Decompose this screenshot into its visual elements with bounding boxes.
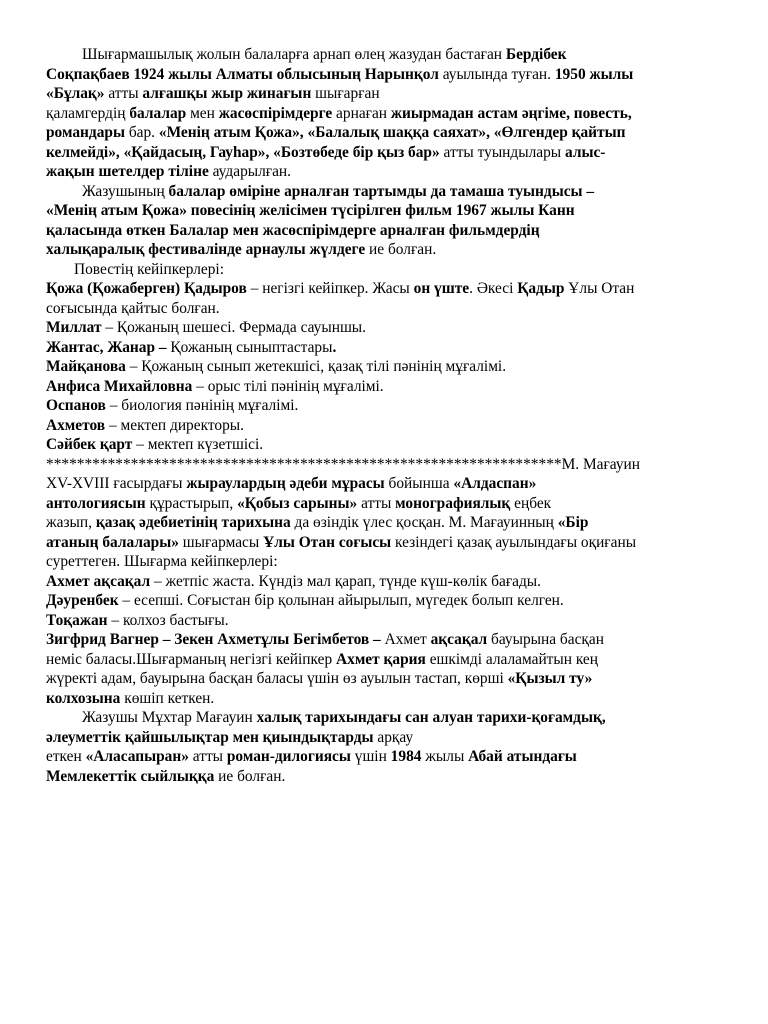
bold-text-run: келмейді», «Қайдасың, Гауһар», «Бозтөбеде бір қыз бар» [46,143,440,161]
paragraph-line [46,84,746,104]
bold-text-run: Зигфрид Вагнер – Зекен Ахметұлы Бегімбетов – [46,631,381,648]
bold-text-run: Миллат [46,319,102,336]
bold-text-run: ақсақал [430,631,488,648]
paragraph-line [46,474,746,494]
section-heading [46,260,746,280]
text-run: *******************************************************************М. Мағауин [46,455,641,473]
character-entry [46,689,746,709]
bold-text-run: он үште [413,280,470,297]
text-run: ие болған. [365,241,437,258]
text-run: – биология пәнінің мұғалімі. [105,397,299,414]
character-entry [46,338,746,358]
character-entry [46,669,746,689]
character-entry [46,611,746,631]
text-run: – жетпіс жаста. Күндіз мал қарап, түнде күш-көлік бағады. [150,572,541,590]
text-run: кезіндегі қазақ ауылындағы оқиғаны [391,533,637,551]
bold-text-run: «Бұлақ» [46,85,105,102]
paragraph-line [46,143,746,163]
text-run: еңбек [510,494,552,512]
bold-text-run: халық тарихындағы сан алуан тарихи-қоғамдық, [256,709,606,726]
bold-text-run: Қадыр [517,280,565,297]
character-entry [46,650,746,670]
bold-text-run: Майқанова [46,358,126,375]
text-run: жазып, [46,514,96,531]
bold-text-run: жасөспірімдерге [218,104,333,122]
bold-text-run: . [332,338,337,356]
text-run: Шығармашылық жолын балаларға арнап өлең жазудан бастаған [82,46,506,63]
document-body [46,45,746,786]
text-run: соғысында қайтыс болған. [46,299,220,317]
bold-text-run: әлеуметтік қайшылықтар мен қиындықтарды [46,728,374,746]
bold-text-run: халықаралық фестивалінде арнаулы жүлдеге [46,241,366,258]
text-run: арқау [373,728,414,746]
paragraph-line [46,708,746,728]
character-entry [46,357,746,377]
bold-text-run: қаласында өткен Балалар мен жасөспірімдерге арналған фильмдердің [46,221,540,239]
text-run: неміс баласы.Шығарманың негізгі кейіпкер [46,650,337,668]
character-entry [46,591,746,611]
text-run: Ахмет [380,631,431,648]
separator-line [46,455,746,475]
bold-text-run: Ұлы Отан соғысы [263,533,392,551]
text-run: Жазушы Мұхтар Мағауин [82,709,257,726]
text-run: үшін [350,748,391,765]
paragraph-line [46,104,746,124]
character-entry [46,377,746,397]
text-run: арнаған [332,104,391,122]
text-run: атты [357,494,396,512]
paragraph-line [46,552,746,572]
bold-text-run: антологиясын [46,494,146,512]
text-run: еткен [46,748,86,765]
bold-text-run: «Қызыл ту» [507,670,593,687]
text-run: көшіп кеткен. [120,689,215,707]
bold-text-run: Абай атындағы [468,748,577,765]
text-run: – орыс тілі пәнінің мұғалімі. [192,377,384,395]
character-entry [46,416,746,436]
bold-text-run: 1984 [390,748,422,765]
text-run: бар. [124,124,159,141]
text-run: – негізгі кейіпкер. Жасы [246,280,414,297]
character-entry [46,318,746,338]
bold-text-run: «Менің атым Қожа» повесінің желісімен түсірілген фильм 1967 жылы Канн [46,202,575,219]
text-run: атты [188,748,227,765]
character-entry [46,435,746,455]
text-run: ешкімді алаламайтын кең [425,650,598,668]
paragraph-line [46,533,746,553]
bold-text-run: Анфиса Михайловна [46,377,193,395]
paragraph-line [46,240,746,260]
paragraph-line [46,747,746,767]
text-run: – Қожаның сынып жетекшісі, қазақ тілі пәнінің мұғалімі. [125,358,507,375]
bold-text-run: «Алдаспан» [453,475,537,492]
text-run: ие болған. [214,767,286,785]
bold-text-run: Мемлекеттік сыйлыққа [46,767,215,785]
text-run: – колхоз бастығы. [107,611,229,629]
bold-text-run: романдары [46,124,125,141]
text-run: суреттеген. Шығарма кейіпкерлері: [46,553,278,570]
text-run: – Қожаның шешесі. Фермада сауыншы. [101,319,366,336]
text-run: бауырына басқан [487,631,604,648]
text-run: қаламгердің [46,104,130,122]
paragraph-line [46,65,746,85]
character-entry [46,279,746,299]
character-entry [46,299,746,319]
bold-text-run: Соқпақбаев 1924 жылы Алматы облысының Нарынқол [46,65,439,83]
text-run: аударылған. [208,163,292,180]
text-run: XV-XVIII ғасырдағы [46,475,187,492]
bold-text-run: «Аласапыран» [85,748,189,765]
text-run: Ұлы Отан [564,280,635,297]
bold-text-run: қазақ әдебиетінің тарихына [95,514,291,531]
bold-text-run: Дәуренбек [46,592,119,609]
bold-text-run: 1950 жылы [554,65,634,83]
text-run: Қожаның сыныптастары [166,338,333,356]
text-run: құрастырып, [145,494,238,512]
bold-text-run: «Қобыз сарыны» [237,494,358,512]
paragraph-line [46,767,746,787]
text-run: атты туындылары [439,143,565,161]
paragraph-line [46,182,746,202]
text-run: Повестің кейіпкерлері: [74,260,224,278]
bold-text-run: алғашқы жыр жинағын [142,85,312,102]
paragraph-line [46,221,746,241]
bold-text-run: Тоқажан [46,611,108,629]
bold-text-run: колхозына [46,689,121,707]
text-run: Жазушының [82,182,169,200]
bold-text-run: Оспанов [46,397,106,414]
bold-text-run: алыс- [564,143,606,161]
paragraph-line [46,162,746,182]
paragraph-line [46,728,746,748]
bold-text-run: Ахмет ақсақал [46,572,151,590]
bold-text-run: Жантас, Жанар – [46,338,167,356]
bold-text-run: жақын шетелдер тіліне [46,163,209,180]
text-run: шығарған [311,85,380,102]
text-run: . Әкесі [469,280,518,297]
bold-text-run: атаның балалары» [46,533,179,551]
text-run: бойынша [384,475,454,492]
bold-text-run: «Менің атым Қожа», «Балалық шаққа саяхат», «Өлгендер қайтып [158,124,626,141]
bold-text-run: жиырмадан астам әңгіме, повесть, [390,104,632,122]
paragraph-line [46,201,746,221]
paragraph-line [46,123,746,143]
character-entry [46,396,746,416]
text-run: – мектеп күзетшісі. [132,436,264,453]
bold-text-run: монографиялық [395,494,511,512]
character-entry [46,630,746,650]
text-run: жылы [421,748,469,765]
paragraph-line [46,45,746,65]
paragraph-line [46,513,746,533]
text-run: ауылында туған. [438,65,555,83]
text-run: да өзіндік үлес қосқан. М. Мағауинның [290,514,558,531]
bold-text-run: Ахмет қария [336,650,426,668]
bold-text-run: жыраулардың әдеби мұрасы [186,475,385,492]
bold-text-run: балалар [129,104,187,122]
character-entry [46,572,746,592]
bold-text-run: балалар өміріне арналған тартымды да тамаша туындысы – [168,182,595,200]
bold-text-run: Бердібек [505,46,567,63]
text-run: мен [186,104,219,122]
text-run: – есепші. Соғыстан бір қолынан айырылып, мүгедек болып келген. [118,592,564,609]
text-run: шығармасы [178,533,264,551]
bold-text-run: Қожа (Қожаберген) Қадыров [46,280,247,297]
bold-text-run: «Бір [557,514,589,531]
bold-text-run: Ахметов [46,416,106,434]
bold-text-run: Сәйбек қарт [46,436,133,453]
text-run: жүректі адам, бауырына басқан баласы үшін өз ауылын тастап, көрші [46,670,508,687]
text-run: – мектеп директоры. [105,416,244,434]
bold-text-run: роман-дилогиясы [226,748,351,765]
paragraph-line [46,494,746,514]
text-run: атты [104,85,143,102]
